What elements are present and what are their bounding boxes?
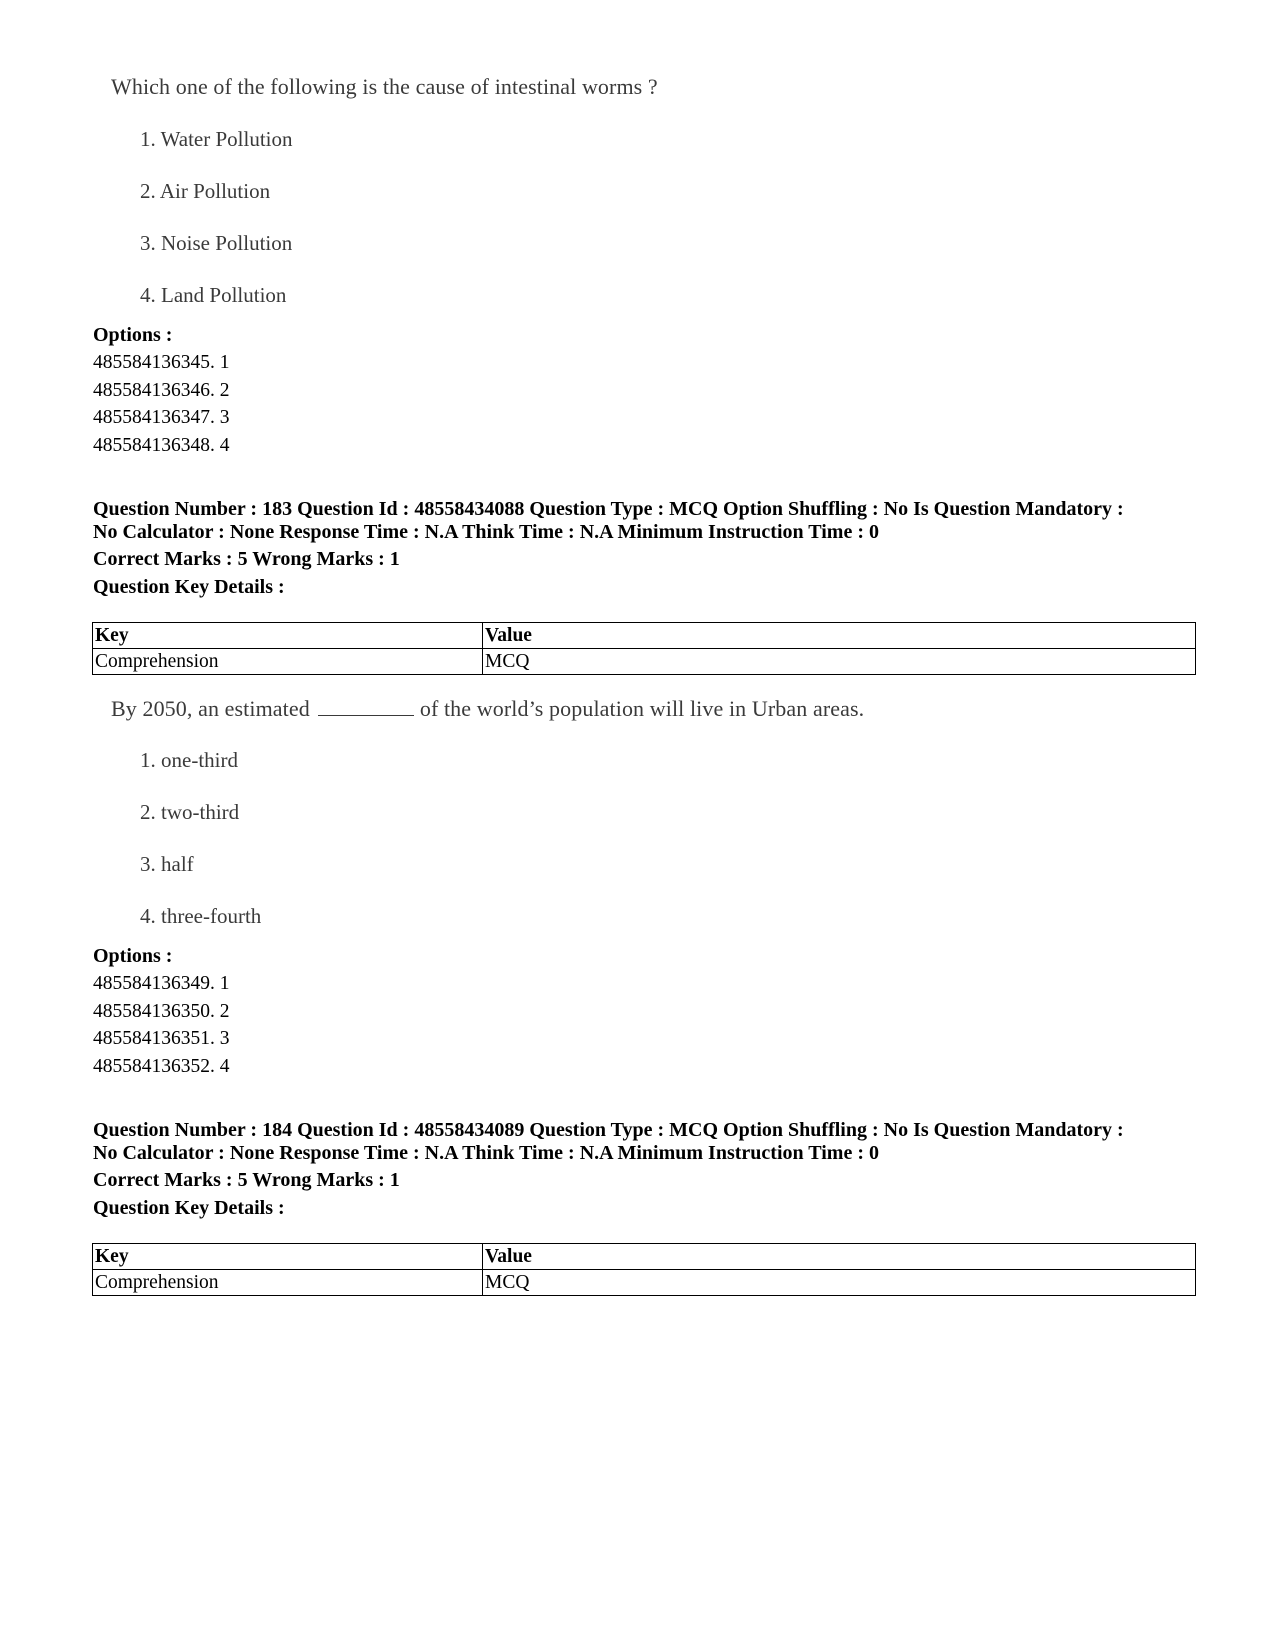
option-id-line: 485584136346. 2 — [93, 380, 230, 401]
question-key-table — [92, 1243, 1196, 1296]
options-heading: Options : — [93, 324, 173, 346]
choice-item: 4. Land Pollution — [140, 283, 287, 307]
table-header-cell: Key — [93, 1244, 483, 1270]
question-key-table — [92, 622, 1196, 675]
choice-item: 1. one-third — [140, 748, 238, 772]
key-details-heading: Question Key Details : — [93, 1197, 285, 1219]
key-details-heading: Question Key Details : — [93, 576, 285, 598]
choice-item: 3. Noise Pollution — [140, 231, 293, 255]
fill-in-blank — [318, 697, 414, 716]
question-stem — [111, 696, 864, 722]
choice-item: 2. two-third — [140, 800, 240, 824]
choice-item: 4. three-fourth — [140, 904, 262, 928]
option-id-line: 485584136350. 2 — [93, 1001, 230, 1022]
question-meta-line: Question Number : 184 Question Id : 48558434089 Question Type : MCQ Option Shuffling : No Is Question Mandatory : — [93, 1119, 1124, 1141]
table-header-cell: Value — [483, 1244, 1196, 1270]
question-stem-part: By 2050, an estimated — [111, 696, 310, 721]
marks-line: Correct Marks : 5 Wrong Marks : 1 — [93, 548, 400, 570]
option-id-line: 485584136351. 3 — [93, 1028, 230, 1049]
table-cell: MCQ — [483, 1270, 1196, 1296]
question-stem-part: of the world’s population will live in Urban areas. — [419, 696, 865, 721]
question-meta-line: No Calculator : None Response Time : N.A Think Time : N.A Minimum Instruction Time : 0 — [93, 521, 879, 543]
question-meta-line: No Calculator : None Response Time : N.A Think Time : N.A Minimum Instruction Time : 0 — [93, 1142, 879, 1164]
option-id-line: 485584136352. 4 — [93, 1056, 230, 1077]
table-header-cell: Value — [483, 623, 1196, 649]
table-cell: MCQ — [483, 649, 1196, 675]
question-meta-line: Question Number : 183 Question Id : 48558434088 Question Type : MCQ Option Shuffling : No Is Question Mandatory : — [93, 498, 1124, 520]
choice-item: 2. Air Pollution — [140, 179, 271, 203]
question-stem: Which one of the following is the cause of intestinal worms ? — [111, 74, 658, 99]
option-id-line: 485584136347. 3 — [93, 407, 230, 428]
table-header-row — [93, 1244, 1196, 1270]
option-id-line: 485584136349. 1 — [93, 973, 230, 994]
table-header-cell: Key — [93, 623, 483, 649]
table-row — [93, 1270, 1196, 1296]
option-id-line: 485584136345. 1 — [93, 352, 230, 373]
table-cell: Comprehension — [93, 649, 483, 675]
options-heading: Options : — [93, 945, 173, 967]
marks-line: Correct Marks : 5 Wrong Marks : 1 — [93, 1169, 400, 1191]
option-id-line: 485584136348. 4 — [93, 435, 230, 456]
choice-item: 1. Water Pollution — [140, 127, 293, 151]
table-row — [93, 649, 1196, 675]
table-header-row — [93, 623, 1196, 649]
table-cell: Comprehension — [93, 1270, 483, 1296]
choice-item: 3. half — [140, 852, 194, 876]
